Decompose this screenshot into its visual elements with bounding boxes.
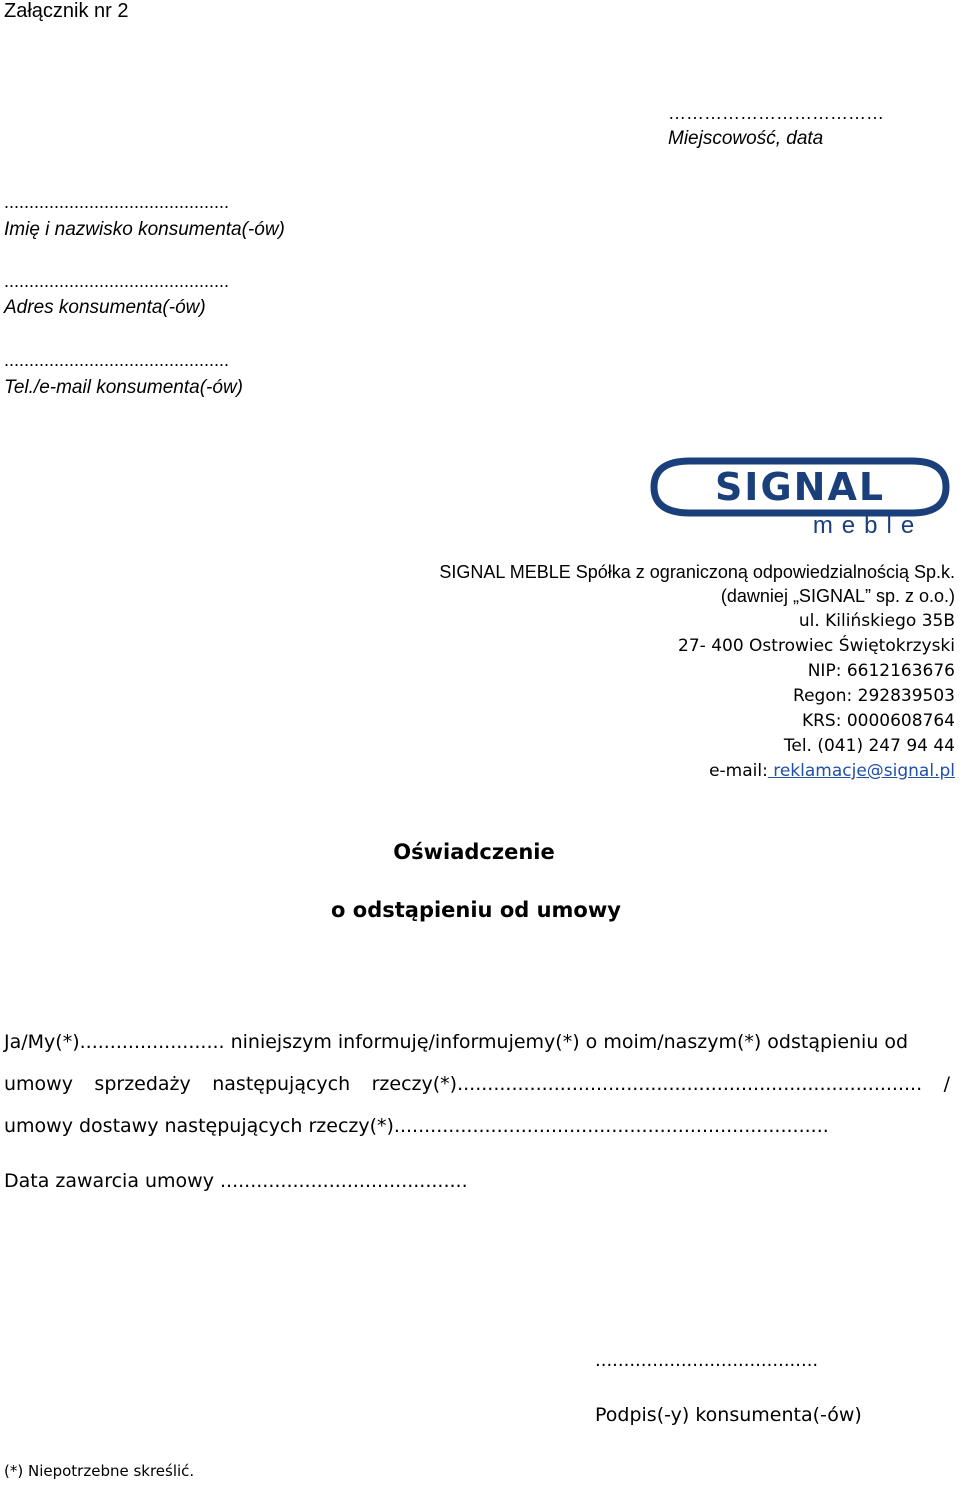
place-date-dots: ………………………………	[668, 103, 884, 123]
company-regon: Regon: 292839503	[793, 686, 955, 706]
consumer-contact-label: Tel./e-mail konsumenta(-ów)	[4, 377, 243, 398]
company-name: SIGNAL MEBLE Spółka z ograniczoną odpowiedzialnością Sp.k.	[439, 562, 955, 582]
document-title: Oświadczenie	[393, 840, 555, 864]
company-krs: KRS: 0000608764	[801, 711, 955, 731]
signature-label: Podpis(-y) konsumenta(-ów)	[595, 1404, 862, 1426]
document-subtitle: o odstąpieniu od umowy	[331, 898, 621, 922]
statement-line-2: umowy sprzedaży następujących rzeczy(*)............................................................................. /	[4, 1073, 950, 1095]
consumer-address-label: Adres konsumenta(-ów)	[4, 297, 206, 318]
place-date-label: Miejscowość, data	[668, 128, 824, 149]
signature-dots: .......................................	[595, 1350, 819, 1371]
consumer-name-label: Imię i nazwisko konsumenta(-ów)	[4, 219, 285, 240]
company-street: ul. Kilińskiego 35B	[798, 611, 955, 631]
statement-line-3: umowy dostawy następujących rzeczy(*)........................................................................	[4, 1115, 829, 1137]
statement-line-1: Ja/My(*)........................ niniejszym informuję/informujemy(*) o moim/naszym(*) odstąpieniu od	[4, 1031, 909, 1053]
company-tel: Tel. (041) 247 94 44	[783, 736, 955, 756]
annex-title: Załącznik nr 2	[4, 0, 129, 22]
consumer-contact-dots: .............................................	[4, 350, 230, 370]
company-email-line	[709, 761, 955, 781]
company-email-link[interactable]: reklamacje@signal.pl	[767, 761, 955, 781]
signal-meble-logo	[650, 455, 950, 537]
consumer-address-dots: .............................................	[4, 271, 230, 291]
contract-date-line: Data zawarcia umowy .........................................	[4, 1170, 468, 1192]
company-city: 27- 400 Ostrowiec Świętokrzyski	[678, 636, 955, 656]
company-former-name: (dawniej „SIGNAL” sp. z o.o.)	[720, 586, 955, 606]
statement-paragraph	[4, 1021, 950, 1147]
consumer-name-dots: .............................................	[4, 192, 230, 212]
company-nip: NIP: 6612163676	[807, 661, 955, 681]
logo-brand-text: SIGNAL	[714, 465, 886, 509]
footnote: (*) Niepotrzebne skreślić.	[4, 1462, 195, 1480]
logo-sub-text: meble	[812, 512, 924, 537]
company-email-label: e-mail:	[709, 761, 768, 781]
